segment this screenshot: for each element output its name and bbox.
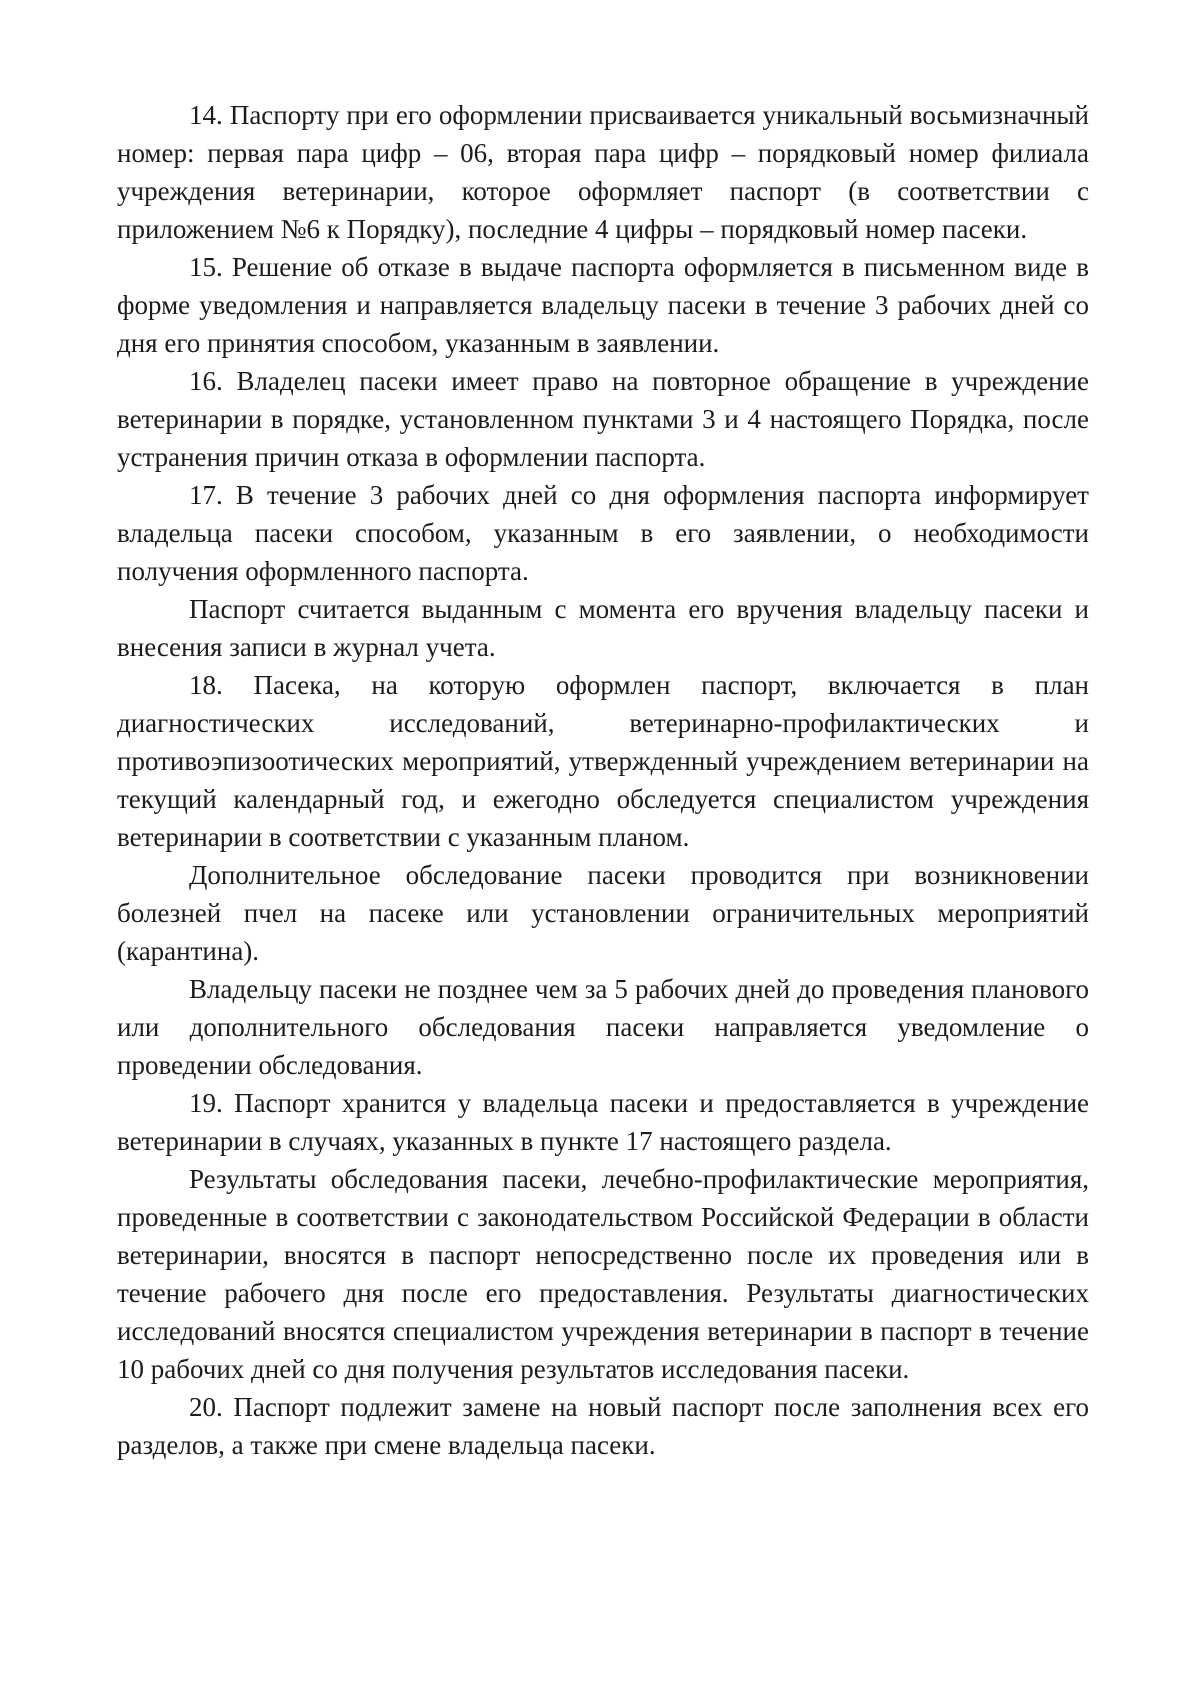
paragraph-additional-inspection: Дополнительное обследование пасеки проводится при возникновении болезней пчел на пасеке или установлении ограничительных мероприятий (карантина). bbox=[117, 860, 1089, 966]
paragraph-item-18: 18. Пасека, на которую оформлен паспорт, включается в план диагностических исследований, ветеринарно-профилактических и противоэпизоотических мероприятий, утвержденный учреждением ветеринарии на текущий календарный год, и ежегодно обследуется специалистом учреждения ветеринарии в соответствии с указанным планом. bbox=[117, 670, 1089, 852]
paragraph-item-15: 15. Решение об отказе в выдаче паспорта оформляется в письменном виде в форме уведомления и направляется владельцу пасеки в течение 3 рабочих дней со дня его принятия способом, указанным в заявлении. bbox=[117, 252, 1089, 358]
paragraph-inspection-results: Результаты обследования пасеки, лечебно-профилактические мероприятия, проведенные в соответствии с законодательством Российской Федерации в области ветеринарии, вносятся в паспорт непосредственно после их проведения или в течение рабочего дня после его предоставления. Результаты диагностических исследований вносятся специалистом учреждения ветеринарии в паспорт в течение 10 рабочих дней со дня получения результатов исследования пасеки. bbox=[117, 1164, 1089, 1384]
paragraph-passport-issued: Паспорт считается выданным с момента его вручения владельцу пасеки и внесения записи в журнал учета. bbox=[117, 594, 1089, 662]
paragraph-owner-notice: Владельцу пасеки не позднее чем за 5 рабочих дней до проведения планового или дополнительного обследования пасеки направляется уведомление о проведении обследования. bbox=[117, 974, 1089, 1080]
paragraph-item-17: 17. В течение 3 рабочих дней со дня оформления паспорта информирует владельца пасеки способом, указанным в его заявлении, о необходимости получения оформленного паспорта. bbox=[117, 480, 1089, 586]
document-body bbox=[117, 96, 1089, 1464]
paragraph-item-16: 16. Владелец пасеки имеет право на повторное обращение в учреждение ветеринарии в порядке, установленном пунктами 3 и 4 настоящего Порядка, после устранения причин отказа в оформлении паспорта. bbox=[117, 366, 1089, 472]
paragraph-item-14: 14. Паспорту при его оформлении присваивается уникальный восьмизначный номер: первая пара цифр – 06, вторая пара цифр – порядковый номер филиала учреждения ветеринарии, которое оформляет паспорт (в соответствии с приложением №6 к Порядку), последние 4 цифры – порядковый номер пасеки. bbox=[117, 100, 1089, 244]
paragraph-item-20: 20. Паспорт подлежит замене на новый паспорт после заполнения всех его разделов, а также при смене владельца пасеки. bbox=[117, 1392, 1089, 1460]
paragraph-item-19: 19. Паспорт хранится у владельца пасеки и предоставляется в учреждение ветеринарии в случаях, указанных в пункте 17 настоящего раздела. bbox=[117, 1088, 1089, 1156]
